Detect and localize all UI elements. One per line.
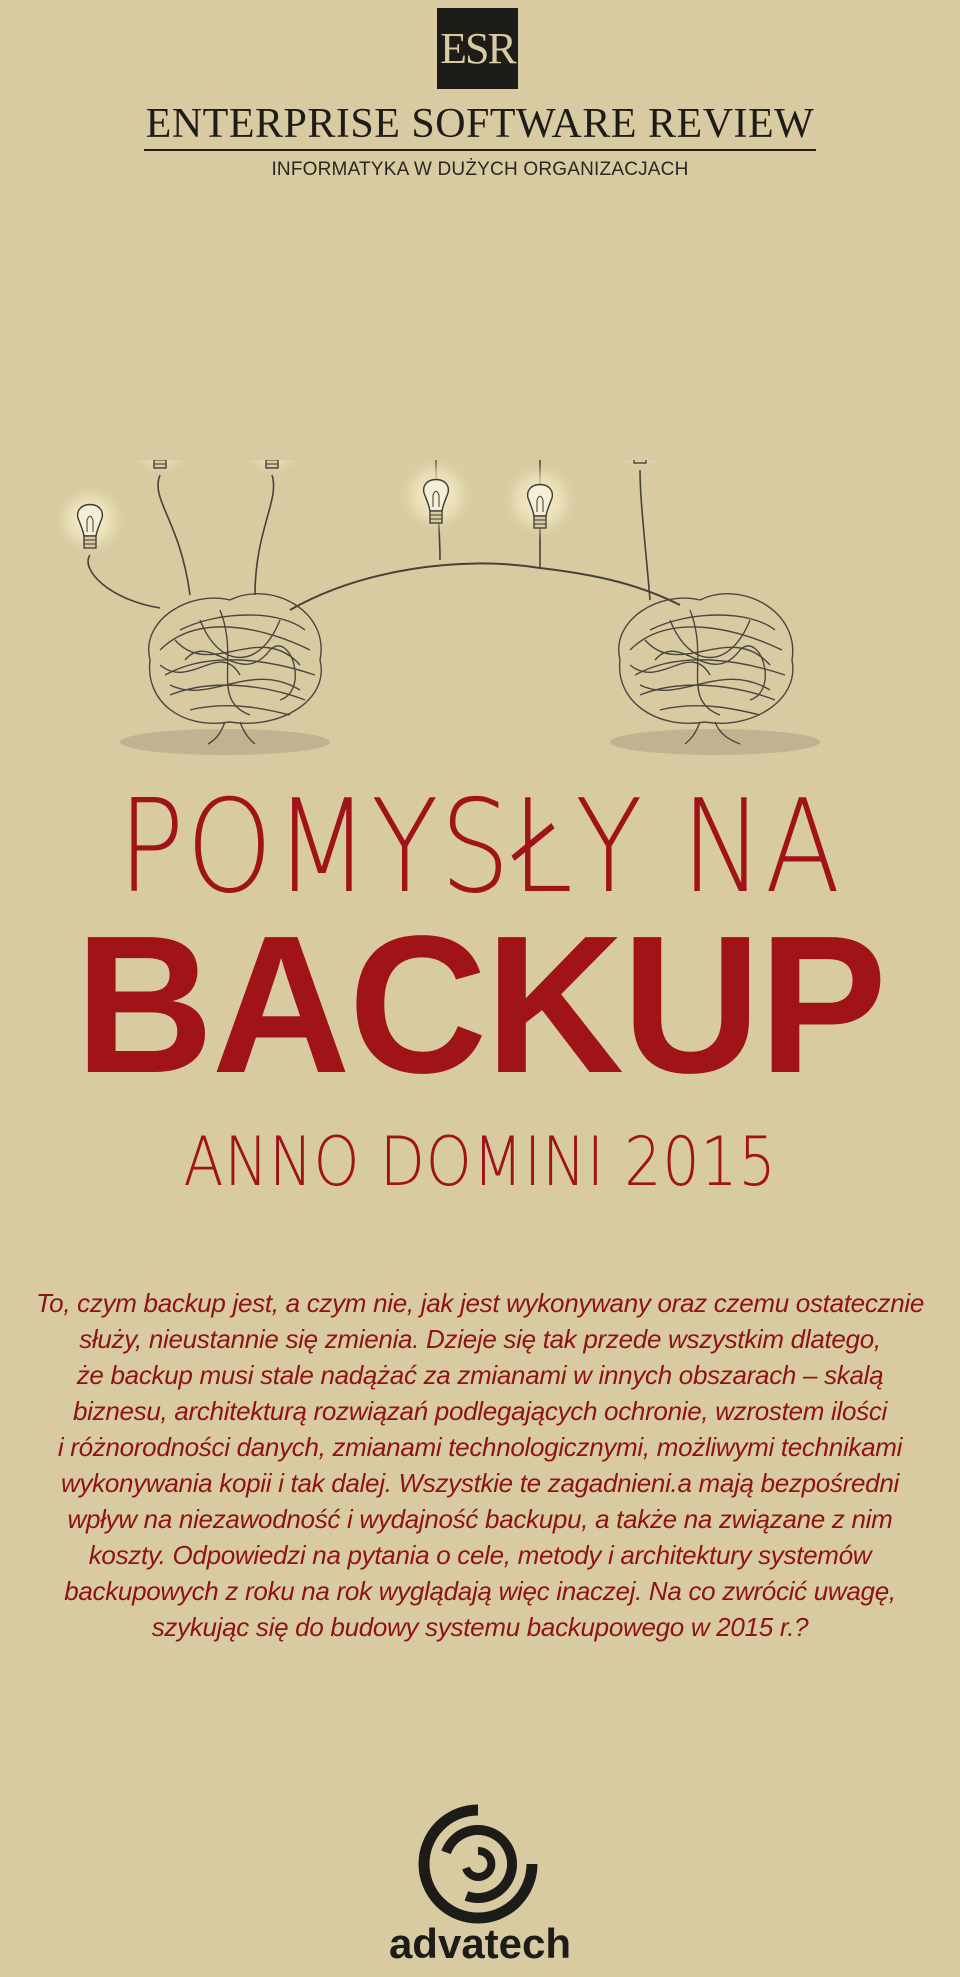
shadow-right	[610, 729, 820, 755]
lead-paragraph	[0, 1285, 960, 1645]
brain-right-icon	[619, 594, 793, 744]
headline-line-1: POMYSŁY NA	[117, 773, 843, 922]
headline-line-2: BACKUP	[75, 895, 885, 1114]
masthead	[0, 100, 960, 181]
lead-line: i różnorodności danych, zmianami technologicznymi, możliwymi technikami	[57, 1432, 903, 1462]
lead-line: biznesu, architekturą rozwiązań podlegających ochronie, wzrostem ilości	[73, 1396, 887, 1426]
lightbulb-icon	[396, 455, 476, 535]
lead-line: To, czym backup jest, a czym nie, jak jest wykonywany oraz czemu ostatecznie	[35, 1288, 925, 1318]
headline-line-3: ANNO DOMINI 2015	[183, 1123, 777, 1202]
lead-line: szykując się do budowy systemu backupowego w 2015 r.?	[151, 1612, 809, 1642]
shadow-left	[120, 729, 330, 755]
lightbulb-icon	[500, 460, 580, 540]
lead-line: wykonywania kopii i tak dalej. Wszystkie te zagadnieni.a mają bezpośredni	[61, 1468, 899, 1498]
sponsor-name: advatech	[388, 1920, 572, 1967]
advatech-logo-icon	[416, 1802, 540, 1926]
brain-left-icon	[149, 594, 322, 744]
publication-subtitle: INFORMATYKA W DUŻYCH ORGANIZACJACH	[271, 159, 689, 180]
lightbulb-icon	[602, 460, 678, 473]
lead-line: wpływ na niezawodność i wydajność backupu, a także na związane z nim	[67, 1504, 893, 1534]
lead-line: służy, nieustannie się zmienia. Dzieje się tak przede wszystkim dlatego,	[79, 1324, 881, 1354]
lightbulb-icon	[234, 460, 310, 478]
lead-line: koszty. Odpowiedzi na pytania o cele, metody i architektury systemów	[88, 1540, 872, 1570]
publication-title: ENTERPRISE SOFTWARE REVIEW	[144, 100, 817, 151]
lightbulb-icon	[122, 460, 198, 478]
lightbulb-icon	[52, 482, 128, 558]
lead-line: że backup musi stale nadążać za zmianami w innych obszarach – skalą	[76, 1360, 884, 1390]
lightbulb-group-top	[380, 440, 600, 550]
lead-line: backupowych z roku na rok wyglądają więc inaczej. Na co zwrócić uwagę,	[64, 1576, 896, 1606]
esr-logo: ESR	[437, 8, 518, 89]
